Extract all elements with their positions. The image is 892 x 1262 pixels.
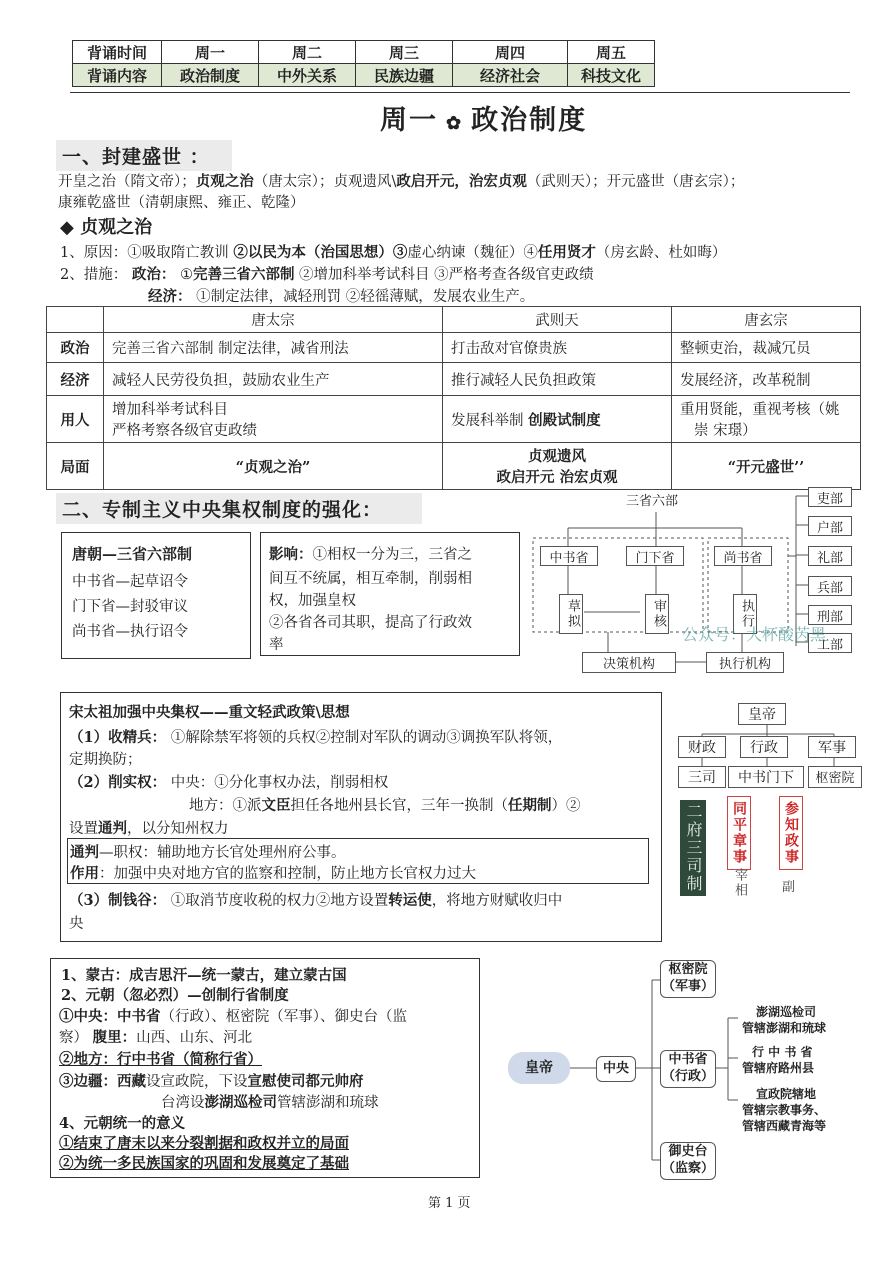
text-line: 1、蒙古：成吉思汗—统一蒙古，建立蒙古国 [61, 967, 347, 984]
org-box: 中书省 [540, 546, 598, 566]
org-box: 中书省 （行政） [660, 1050, 716, 1088]
text-line: 开皇之治（隋文帝）；贞观之治（唐太宗）；贞观遗风\政启开元，治宏贞观（武则天）；开元盛世（唐玄宗）； [58, 173, 745, 190]
table-cell: 局面 [47, 443, 104, 490]
section-heading: 二、专制主义中央集权制度的强化： [56, 493, 422, 524]
table-cell: 减轻人民劳役负担，鼓励农业生产 [104, 363, 443, 396]
org-box: 尚书省 [714, 546, 772, 566]
org-box: 三司 [678, 766, 726, 788]
text-line: ②为统一多民族国家的巩固和发展奠定了基础 [59, 1155, 349, 1172]
text-line: 中书省—起草诏令 [72, 574, 188, 590]
org-box: 行政 [740, 736, 788, 758]
table-cell: “贞观之治” [104, 443, 443, 490]
org-box: 兵部 [808, 576, 852, 596]
text-line: 澎湖巡检司 管辖澎湖和琉球 [742, 1005, 827, 1035]
note-box [67, 838, 649, 884]
org-box: 参知政事 [779, 796, 803, 870]
table-cell: 用人 [47, 396, 104, 443]
table-cell: 整顿吏治，裁减冗员 [672, 333, 861, 363]
table-cell: 经济 [47, 363, 104, 396]
table-header: 武则天 [443, 307, 672, 333]
text-line: 副 [782, 880, 796, 895]
org-box: 执行机构 [706, 652, 784, 673]
org-box: 同平章事 [727, 796, 751, 870]
text-line: 4、元朝统一的意义 [59, 1115, 186, 1132]
text-line: 率 [269, 637, 284, 653]
text-line: 行 中 书 省 管辖府路州县 [742, 1045, 815, 1075]
text-line: ②地方：行中书省（简称行省） [59, 1051, 262, 1068]
table-cell: 重用贤能，重视考核（姚 崇 宋璟） [672, 396, 861, 443]
table-cell: 贞观遗风 政启开元 治宏贞观 [443, 443, 672, 490]
text-line: ①结束了唐末以来分裂割据和政权并立的局面 [59, 1135, 349, 1152]
schedule-cell: 政治制度 [162, 64, 259, 87]
flower-icon: ✿ [446, 113, 464, 134]
text-line: 权，加强皇权 [269, 593, 356, 609]
subheading: ◆ 贞观之治 [60, 217, 153, 238]
text-line: （2）削实权： 中央：①分化事权办法，削弱相权 [69, 774, 389, 791]
org-box: 皇帝 [508, 1052, 570, 1084]
table-cell: 推行减轻人民负担政策 [443, 363, 672, 396]
org-box: 决策机构 [582, 652, 676, 673]
org-box: 门下省 [626, 546, 684, 566]
text-line: 1、原因：①吸取隋亡教训 ②以民为本（治国思想）③虚心纳谏（魏征）④任用贤才（房玄龄、杜如晦） [60, 244, 727, 261]
org-box: 御史台 （监察） [660, 1142, 716, 1180]
text-line: 央 [69, 916, 84, 932]
text-line: 地方：①派文臣担任各地州县长官，三年一换制（任期制）② [189, 797, 581, 814]
diagram-title: 三省六部 [626, 494, 679, 509]
org-box: 枢密院 [808, 766, 862, 788]
table-cell: “开元盛世’’ [672, 443, 861, 490]
schedule-cell: 背诵内容 [73, 64, 162, 87]
text-line: 影响：①相权一分为三，三省之 [269, 546, 472, 563]
text-line: ①中央：中书省（行政）、枢密院（军事）、御史台（监 [59, 1008, 407, 1025]
text-line: 宰相 [732, 868, 747, 898]
yuan-box [50, 958, 480, 1178]
org-box: 礼部 [808, 546, 852, 566]
schedule-cell: 周一 [162, 41, 259, 64]
table-header: 唐太宗 [104, 307, 443, 333]
schedule-cell: 周五 [568, 41, 655, 64]
text-line: 2、元朝（忽必烈）—创制行省制度 [61, 987, 289, 1004]
watermark: 公众号：大杯酸芮黑 [682, 625, 827, 644]
text-line: 尚书省—执行诏令 [72, 624, 188, 640]
text-line: 2、措施： 政治： ①完善三省六部制 ②增加科举考试科目 ③严格考查各级官吏政绩 [60, 266, 594, 283]
schedule-cell: 周四 [453, 41, 568, 64]
text-line: （1）收精兵： ①解除禁军将领的兵权②控制对军队的调动③调换军队将领， [69, 729, 563, 746]
org-box: 中央 [596, 1056, 636, 1082]
section-heading: 一、封建盛世 ： [56, 140, 232, 171]
text-line: 作用：加强中央对地方官的监察和控制，防止地方长官权力过大 [70, 865, 476, 882]
table-cell: 完善三省六部制 制定法律，减省刑法 [104, 333, 443, 363]
schedule-cell: 背诵时间 [73, 41, 162, 64]
schedule-cell: 周二 [259, 41, 356, 64]
text-line: 门下省—封驳审议 [72, 599, 188, 615]
schedule-cell: 民族边疆 [356, 64, 453, 87]
org-box: 执行 [733, 594, 757, 634]
org-box: 草拟 [559, 594, 583, 634]
schedule-cell: 周三 [356, 41, 453, 64]
table-cell: 政治 [47, 333, 104, 363]
page-title: 周一 ✿ 政治制度 [380, 105, 588, 136]
page-number: 第 1 页 [428, 1196, 471, 1211]
org-box: 工部 [808, 633, 852, 653]
box-title: 宋太祖加强中央集权——重文轻武政策\思想 [69, 705, 350, 721]
text-line: 察） 腹里：山西、山东、河北 [59, 1029, 253, 1046]
text-line: 间互不统属，相互牵制，削弱相 [269, 571, 472, 587]
table-cell: 发展科举制 创殿试制度 [443, 396, 672, 443]
box-title: 唐朝—三省六部制 [72, 545, 193, 563]
text-line: 康雍乾盛世（清朝康熙、雍正、乾隆） [58, 195, 305, 211]
table-cell: 发展经济，改革税制 [672, 363, 861, 396]
schedule-cell: 科技文化 [568, 64, 655, 87]
text-line: 宣政院辖地 管辖宗教事务、 管辖西藏青海等 [742, 1087, 827, 1133]
table-header: 唐玄宗 [672, 307, 861, 333]
text-line: ②各省各司其职，提高了行政效 [269, 615, 472, 631]
text-line: 设置通判，以分知州权力 [69, 820, 229, 837]
org-box: 户部 [808, 516, 852, 536]
org-box: 吏部 [808, 487, 852, 507]
song-box [60, 692, 662, 942]
schedule-cell: 中外关系 [259, 64, 356, 87]
org-box: 军事 [808, 736, 856, 758]
text-line: 台湾设澎湖巡检司管辖澎湖和琉球 [161, 1094, 379, 1111]
org-box: 中书门下 [728, 766, 804, 788]
text-line: 经济： ①制定法律，减轻刑罚 ②轻徭薄赋，发展农业生产。 [148, 288, 535, 305]
text-line: 通判—职权：辅助地方长官处理州府公事。 [70, 844, 346, 861]
org-box: 枢密院 （军事） [660, 960, 716, 998]
table-cell: 打击敌对官僚贵族 [443, 333, 672, 363]
org-box: 审核 [645, 594, 669, 634]
org-box: 刑部 [808, 605, 852, 625]
text-line: ③边疆：西藏设宣政院，下设宣慰使司都元帅府 [59, 1073, 364, 1090]
text-line: （3）制钱谷： ①取消节度收税的权力②地方设置转运使，将地方财赋收归中 [69, 892, 563, 909]
org-box: 皇帝 [738, 703, 786, 725]
table-cell: 增加科举考试科目 严格考察各级官吏政绩 [104, 396, 443, 443]
schedule-cell: 经济社会 [453, 64, 568, 87]
text-line: 定期换防； [69, 752, 142, 768]
org-box: 财政 [678, 736, 726, 758]
system-label: 二府三司制 [680, 800, 706, 896]
